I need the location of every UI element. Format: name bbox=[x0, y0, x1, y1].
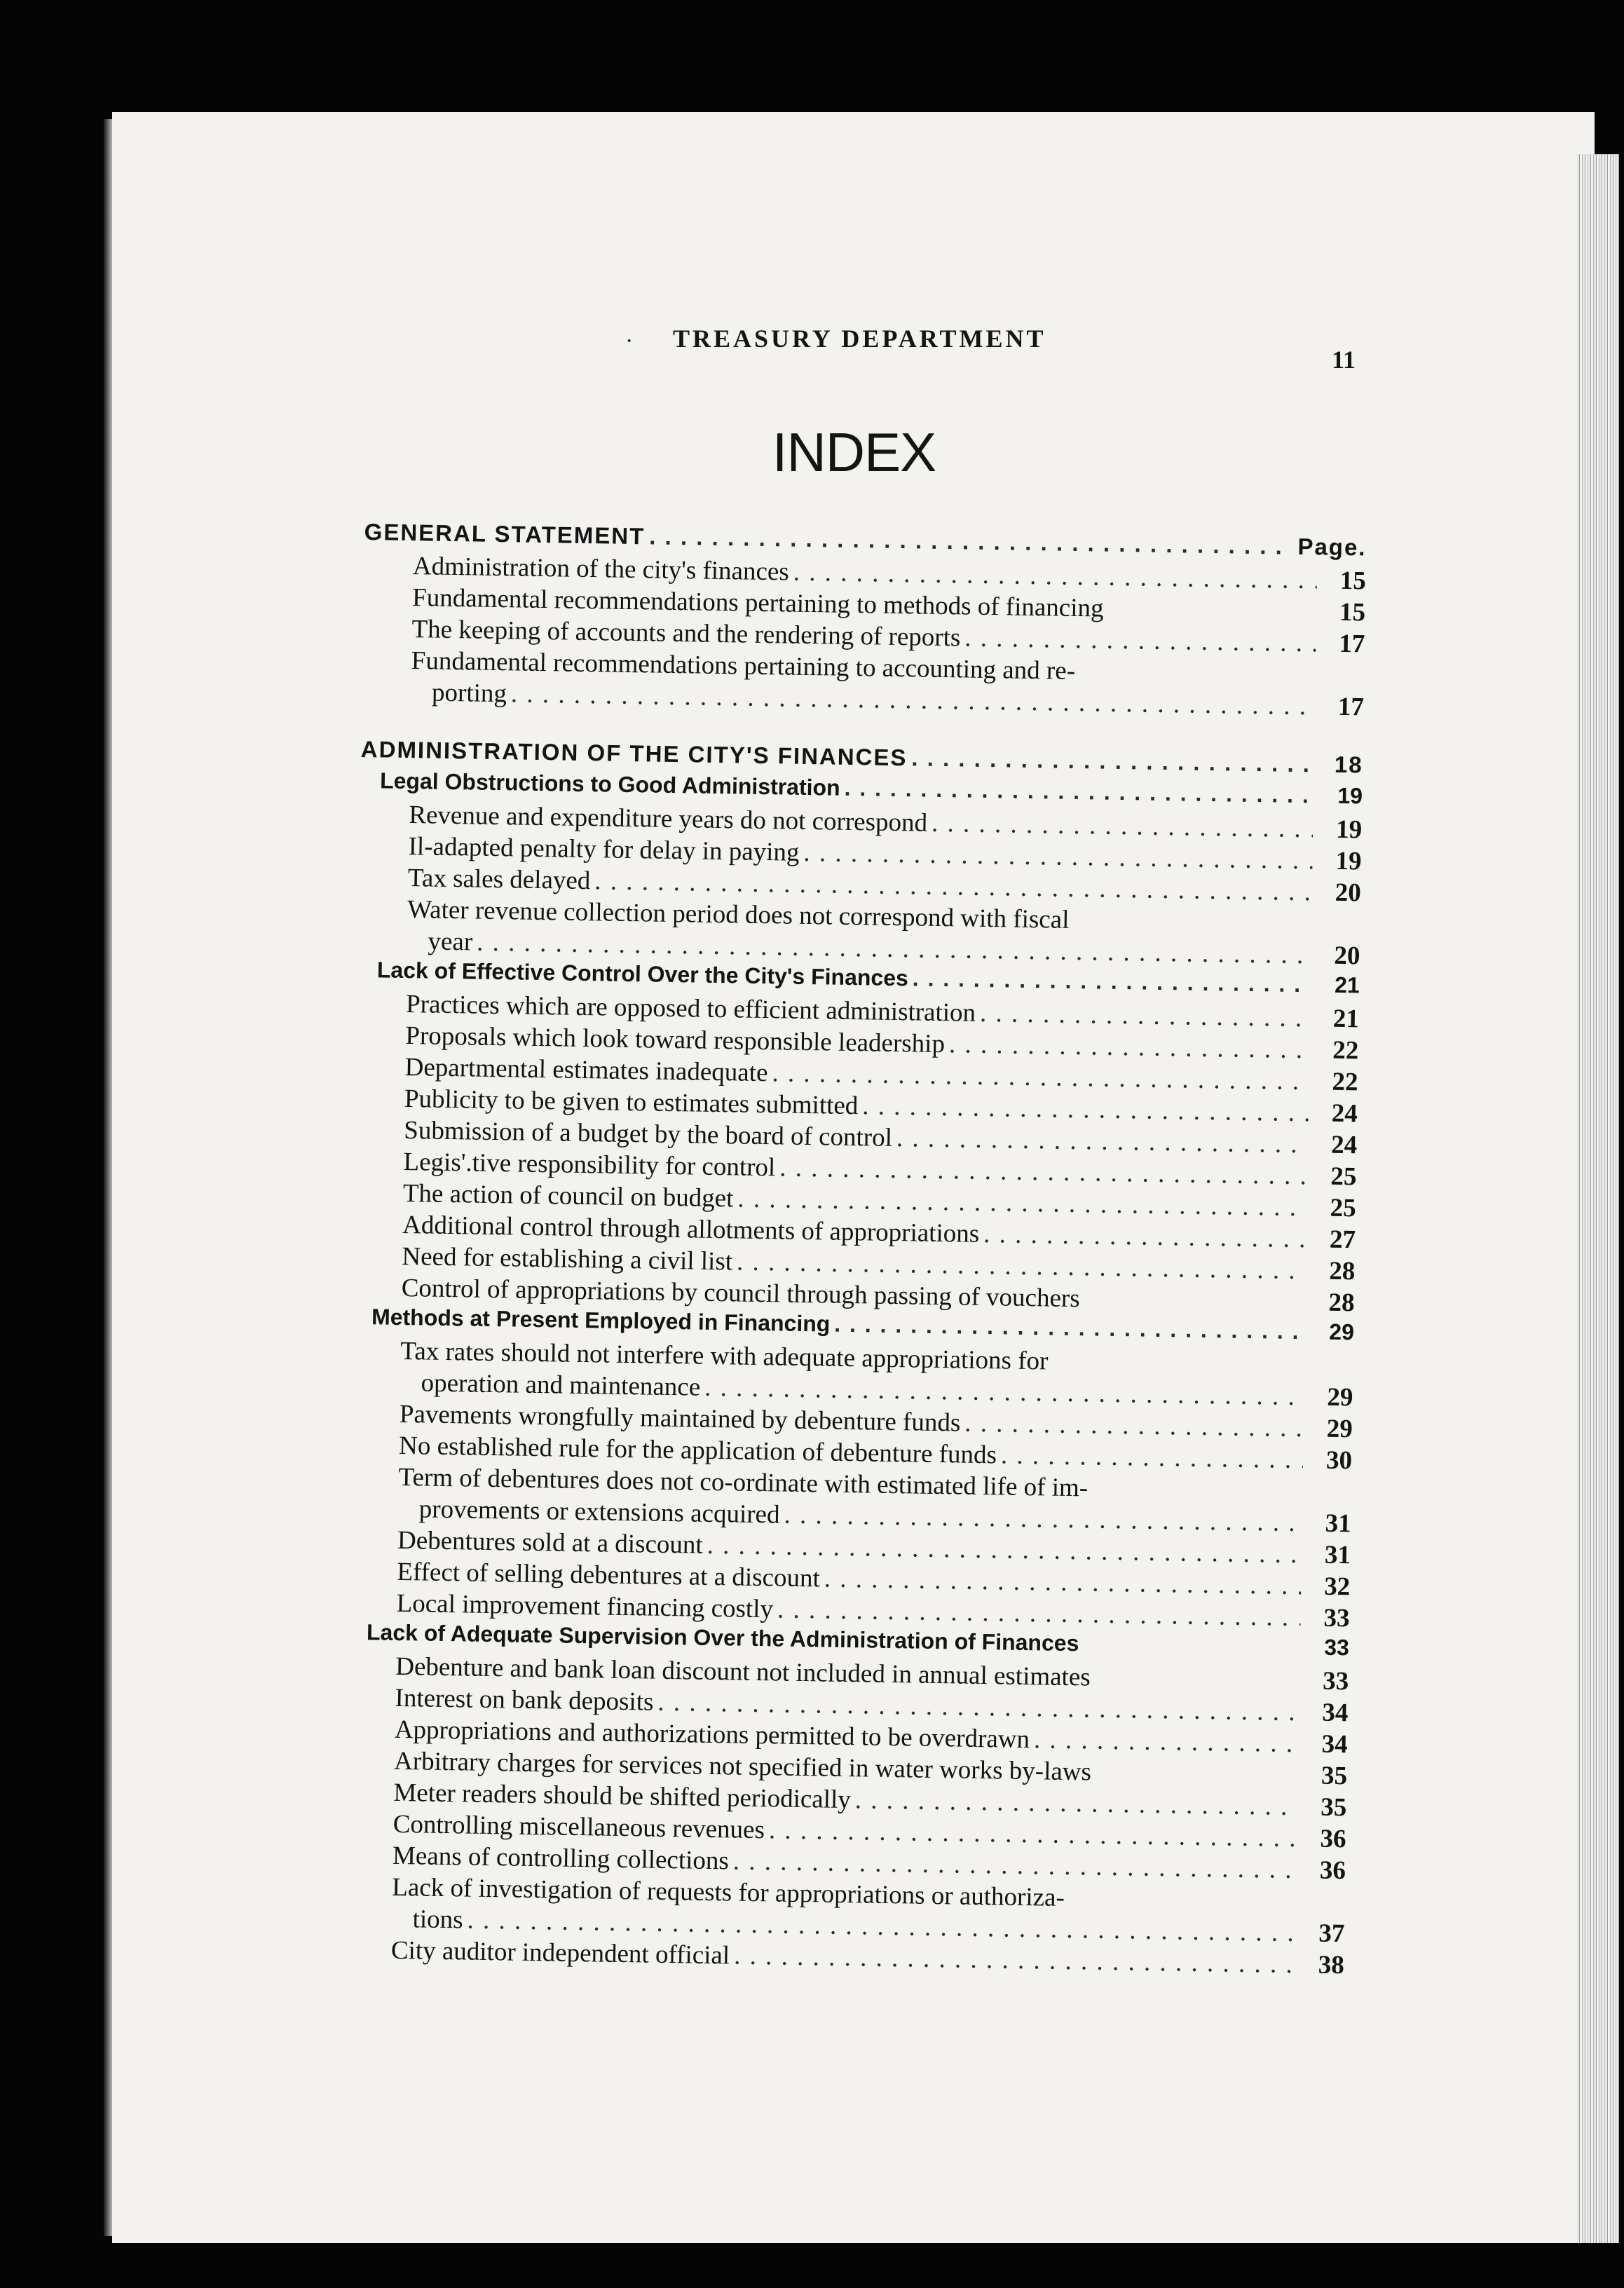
entry-text: Fundamental recommendations pertaining to accounting and re- bbox=[411, 646, 1076, 686]
entry-page-number: 19 bbox=[1337, 782, 1363, 809]
leader-dots bbox=[932, 808, 1313, 845]
leader-dots bbox=[896, 1123, 1309, 1159]
entry-page-number: 17 bbox=[1337, 692, 1365, 722]
leader-dots bbox=[1107, 617, 1316, 620]
entry-page-number: 20 bbox=[1335, 878, 1362, 908]
entry-text: Administration of the city's finances bbox=[412, 552, 790, 587]
entry-text: Need for establishing a civil list bbox=[402, 1241, 733, 1276]
entry-text: Interest on bank deposits bbox=[395, 1683, 654, 1717]
leader-dots bbox=[913, 965, 1311, 997]
leader-dots bbox=[949, 1029, 1310, 1065]
entry-page-number: 36 bbox=[1320, 1824, 1346, 1854]
entry-page-number: 34 bbox=[1321, 1729, 1349, 1759]
entry-text: Controlling miscellaneous revenues bbox=[393, 1809, 765, 1845]
entry-page-number: 25 bbox=[1330, 1162, 1357, 1192]
leader-dots bbox=[964, 1408, 1304, 1444]
leader-dots bbox=[1084, 1307, 1305, 1310]
entry-page-number: 29 bbox=[1329, 1319, 1355, 1345]
entry-page-number: 31 bbox=[1325, 1509, 1351, 1539]
entry-page-number: 36 bbox=[1319, 1855, 1346, 1886]
entry-text: Legis'.tive responsibility for control bbox=[403, 1147, 776, 1183]
leader-dots bbox=[862, 1091, 1309, 1128]
leader-dots bbox=[1001, 1440, 1304, 1475]
entry-text: Departmental estimates inadequate bbox=[404, 1053, 768, 1088]
entry-text: tions bbox=[412, 1905, 463, 1935]
entry-text: ADMINISTRATION OF THE CITY'S FINANCES bbox=[360, 735, 908, 771]
entry-text: Revenue and expenditure years do not correspond bbox=[409, 801, 928, 838]
entry-page-number: 27 bbox=[1329, 1225, 1356, 1255]
entry-page-number: 19 bbox=[1335, 815, 1363, 845]
entry-page-number: 34 bbox=[1322, 1698, 1349, 1728]
entry-text: Appropriations and authorizations permitted to be overdrawn bbox=[394, 1715, 1030, 1755]
entry-text: Practices which are opposed to efficient administration bbox=[405, 990, 976, 1028]
entry-page-number: 15 bbox=[1339, 566, 1367, 596]
entry-page-number: 28 bbox=[1328, 1256, 1356, 1286]
entry-page-number: 21 bbox=[1332, 1004, 1360, 1034]
entry-text: Tax rates should not interfere with adequate appropriations for bbox=[400, 1336, 1049, 1376]
entry-text: Effect of selling debentures at a discount bbox=[397, 1557, 821, 1593]
page-title: INDEX bbox=[772, 421, 936, 483]
leader-dots bbox=[1079, 679, 1316, 683]
entry-text: operation and maintenance bbox=[421, 1368, 701, 1402]
entry-text: Fundamental recommendations pertaining to methods of financing bbox=[411, 583, 1104, 623]
entry-text: The action of council on budget bbox=[402, 1178, 734, 1213]
entry-page-number: 38 bbox=[1318, 1950, 1345, 1980]
entry-page-number: 29 bbox=[1326, 1414, 1353, 1444]
entry-page-number: 33 bbox=[1324, 1634, 1350, 1661]
entry-page-number: 21 bbox=[1334, 972, 1360, 998]
entry-text: Lack of Effective Control Over the City's Finances bbox=[376, 957, 909, 991]
entry-page-number bbox=[1296, 1909, 1345, 1910]
entry-text: Tax sales delayed bbox=[407, 864, 591, 896]
entry-text: Submission of a budget by the board of control bbox=[403, 1115, 893, 1152]
entry-text: Legal Obstructions to Good Administration bbox=[379, 768, 840, 801]
entry-text: Control of appropriations by council through passing of vouchers bbox=[401, 1273, 1080, 1314]
running-head-dot: · bbox=[625, 328, 634, 354]
index-list bbox=[342, 519, 1367, 1982]
entry-page-number: 29 bbox=[1327, 1382, 1353, 1412]
leader-dots bbox=[1034, 1724, 1299, 1759]
entry-text: Additional control through allotments of appropriations bbox=[402, 1210, 980, 1248]
entry-text: GENERAL STATEMENT bbox=[364, 519, 646, 550]
entry-text: City auditor independent official bbox=[390, 1935, 730, 1970]
page-number: 11 bbox=[1332, 346, 1356, 374]
leader-dots bbox=[1083, 1651, 1299, 1654]
entry-page-number: 33 bbox=[1323, 1603, 1350, 1633]
leader-dots bbox=[964, 622, 1316, 658]
entry-page-number: 17 bbox=[1339, 629, 1365, 659]
entry-page-number: 35 bbox=[1320, 1792, 1347, 1823]
entry-page-number bbox=[1304, 1373, 1353, 1374]
entry-page-number: 28 bbox=[1328, 1288, 1355, 1318]
entry-page-number: 25 bbox=[1330, 1193, 1357, 1223]
entry-text: Lack of investigation of requests for appropriations or authoriza- bbox=[392, 1872, 1065, 1912]
entry-page-number: 15 bbox=[1339, 597, 1366, 627]
entry-text: Local improvement financing costly bbox=[396, 1588, 774, 1624]
entry-page-number: 20 bbox=[1334, 941, 1360, 971]
entry-page-number: 31 bbox=[1324, 1540, 1351, 1570]
entry-text: Proposals which look toward responsible leadership bbox=[405, 1021, 946, 1059]
entry-text: Water revenue collection period does not correspond with fiscal bbox=[407, 895, 1070, 934]
entry-text: Debenture and bank loan discount not included in annual estimates bbox=[395, 1652, 1091, 1692]
entry-page-number: 35 bbox=[1321, 1761, 1348, 1791]
entry-text: Il-adapted penalty for delay in paying bbox=[408, 832, 800, 867]
leader-dots bbox=[1069, 1906, 1296, 1909]
leader-dots bbox=[911, 744, 1314, 777]
entry-text: Debentures sold at a discount bbox=[397, 1525, 704, 1560]
entry-page-number: 24 bbox=[1331, 1098, 1358, 1129]
entry-page-number: Page. bbox=[1297, 533, 1367, 561]
entry-page-number: 32 bbox=[1323, 1572, 1351, 1602]
leader-dots bbox=[1052, 1370, 1304, 1374]
entry-text: Meter readers should be shifted periodically bbox=[393, 1778, 852, 1815]
leader-dots bbox=[983, 1219, 1307, 1254]
leader-dots bbox=[1096, 1780, 1298, 1784]
entry-text: Lack of Adequate Supervision Over the Administration of Finances bbox=[366, 1619, 1079, 1656]
entry-page-number: 30 bbox=[1325, 1445, 1353, 1476]
entry-text: Term of debentures does not co-ordinate with estimated life of im- bbox=[398, 1462, 1089, 1503]
entry-page-number: 18 bbox=[1334, 751, 1363, 778]
leader-dots bbox=[980, 998, 1311, 1033]
entry-page-number: 24 bbox=[1330, 1130, 1358, 1160]
entry-page-number: 19 bbox=[1335, 846, 1362, 876]
entry-text: Arbitrary charges for services not specified in water works by-laws bbox=[393, 1746, 1092, 1787]
entry-page-number bbox=[1302, 1499, 1351, 1500]
entry-text: The keeping of accounts and the rendering of reports bbox=[411, 615, 961, 653]
entry-page-number: 22 bbox=[1332, 1067, 1358, 1097]
entry-text: No established rule for the application of debenture funds bbox=[398, 1431, 997, 1470]
entry-text: Methods at Present Employed in Financing bbox=[371, 1304, 831, 1337]
entry-page-number: 37 bbox=[1318, 1919, 1345, 1949]
entry-text: provements or extensions acquired bbox=[418, 1494, 780, 1530]
entry-page-number: 22 bbox=[1332, 1035, 1359, 1065]
entry-text: Pavements wrongfully maintained by debenture funds bbox=[399, 1399, 961, 1438]
leader-dots bbox=[1095, 1686, 1299, 1689]
leader-dots bbox=[1092, 1496, 1302, 1499]
leader-dots bbox=[1073, 928, 1311, 932]
leader-dots bbox=[854, 1785, 1297, 1822]
entry-page-number: 33 bbox=[1322, 1666, 1349, 1696]
entry-text: Means of controlling collections bbox=[392, 1841, 730, 1876]
running-head: TREASURY DEPARTMENT bbox=[673, 325, 1046, 353]
entry-text: porting bbox=[431, 678, 507, 709]
entry-text: year bbox=[428, 927, 473, 957]
entry-text: Publicity to be given to estimates submitted bbox=[404, 1084, 859, 1121]
